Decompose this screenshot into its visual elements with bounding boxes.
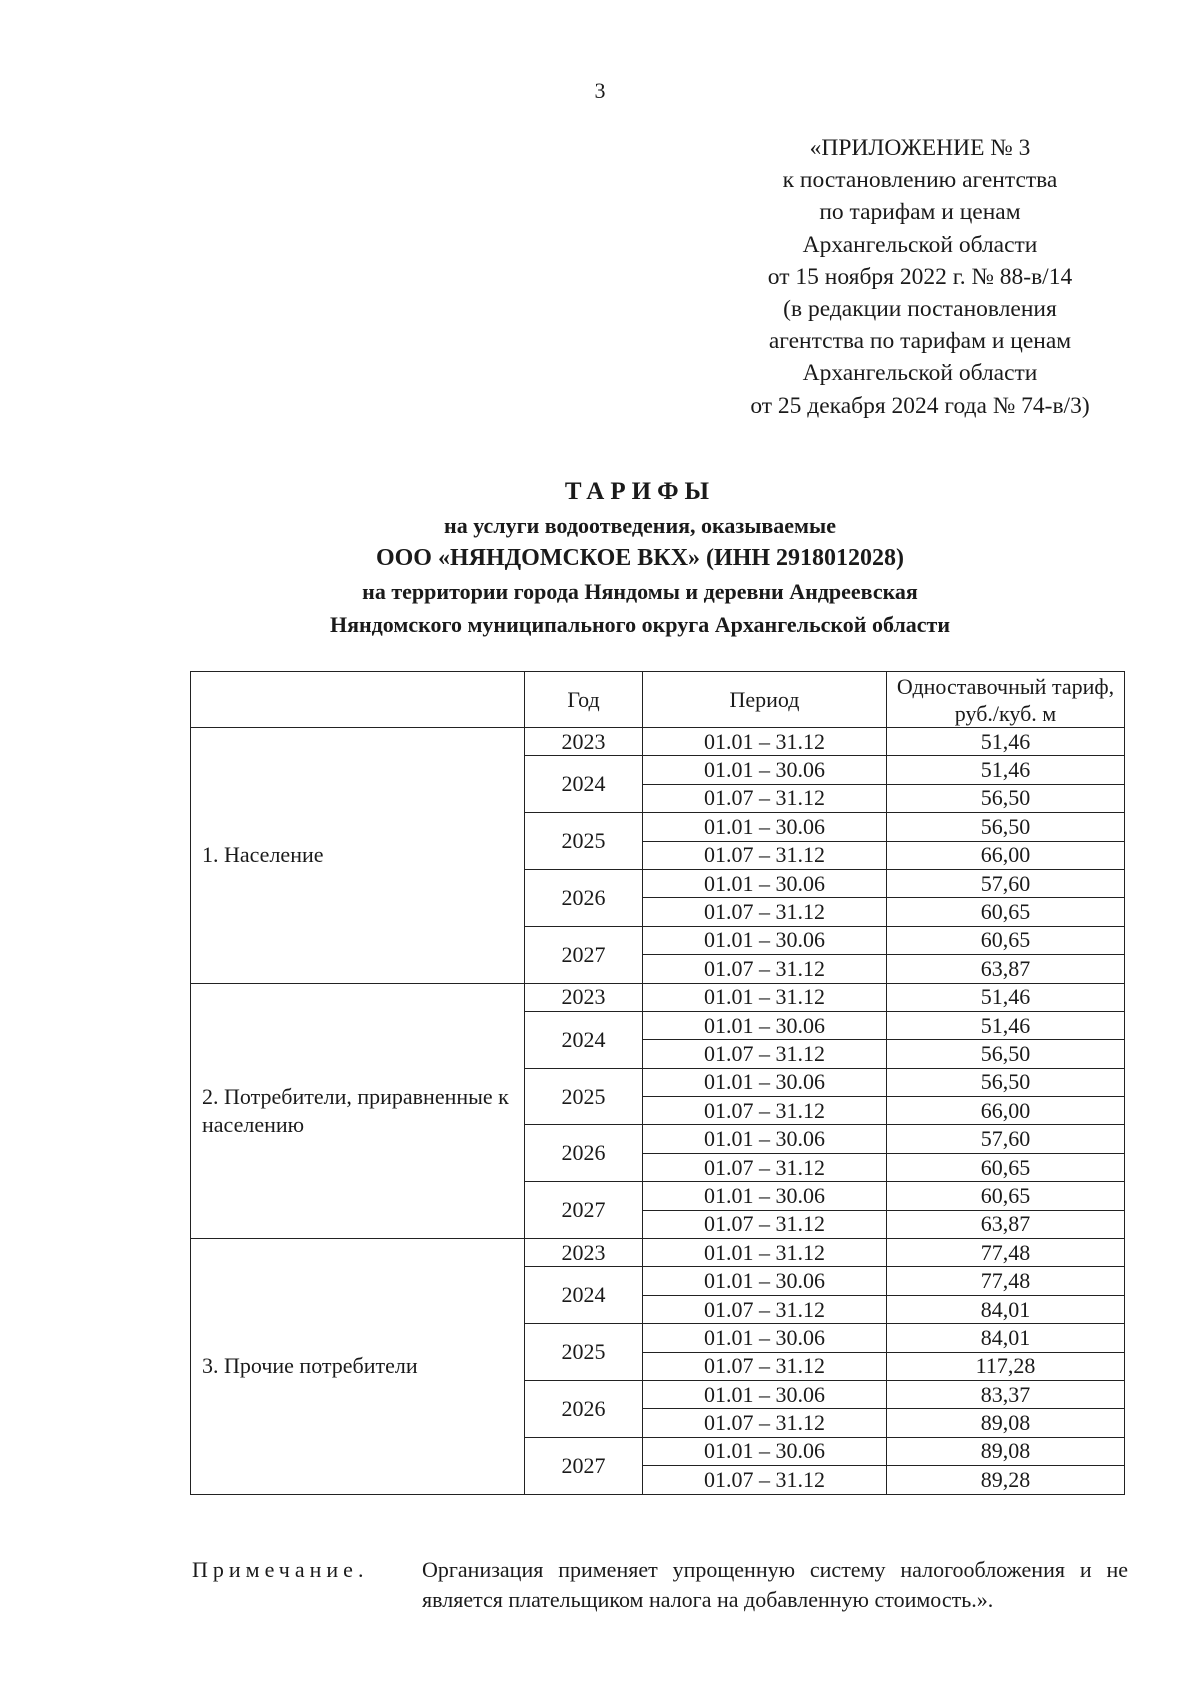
period-cell: 01.01 – 30.06 bbox=[643, 1324, 887, 1352]
period-cell: 01.01 – 30.06 bbox=[643, 1068, 887, 1096]
tariff-cell: 84,01 bbox=[887, 1324, 1125, 1352]
period-cell: 01.07 – 31.12 bbox=[643, 1352, 887, 1380]
period-cell: 01.01 – 31.12 bbox=[643, 1239, 887, 1267]
title-line: Няндомского муниципального округа Архангельской области bbox=[329, 612, 951, 637]
year-cell: 2026 bbox=[525, 869, 643, 926]
year-cell: 2027 bbox=[525, 1182, 643, 1239]
title-company: ООО «НЯНДОМСКОЕ ВКХ» (ИНН 2918012028) bbox=[375, 545, 905, 571]
year-cell: 2024 bbox=[525, 756, 643, 813]
period-cell: 01.07 – 31.12 bbox=[643, 1466, 887, 1494]
consumer-group-cell: 2. Потребители, приравненные к населению bbox=[191, 983, 525, 1239]
tariffs-table bbox=[190, 671, 1125, 1495]
title-main: ТАРИФЫ bbox=[564, 478, 716, 505]
tariff-cell: 57,60 bbox=[887, 1125, 1125, 1153]
note-label: Примечание. bbox=[192, 1557, 369, 1582]
year-cell: 2026 bbox=[525, 1125, 643, 1182]
period-cell: 01.07 – 31.12 bbox=[643, 784, 887, 812]
tariff-cell: 89,08 bbox=[887, 1409, 1125, 1437]
appendix-line: агентства по тарифам и ценам bbox=[768, 328, 1072, 355]
year-cell: 2023 bbox=[525, 1239, 643, 1267]
period-cell: 01.01 – 30.06 bbox=[643, 813, 887, 841]
period-cell: 01.07 – 31.12 bbox=[643, 841, 887, 869]
appendix-line: от 25 декабря 2024 года № 74-в/3) bbox=[750, 392, 1090, 419]
year-cell: 2027 bbox=[525, 926, 643, 983]
tariff-cell: 63,87 bbox=[887, 1210, 1125, 1238]
tariff-cell: 63,87 bbox=[887, 955, 1125, 983]
period-cell: 01.07 – 31.12 bbox=[643, 955, 887, 983]
period-cell: 01.01 – 30.06 bbox=[643, 869, 887, 897]
appendix-line: Архангельской области bbox=[802, 360, 1038, 387]
header-period: Период bbox=[643, 672, 887, 728]
appendix-line: «ПРИЛОЖЕНИЕ № 3 bbox=[809, 135, 1031, 161]
tariff-cell: 56,50 bbox=[887, 813, 1125, 841]
title-line: на услуги водоотведения, оказываемые bbox=[444, 513, 836, 538]
year-cell: 2025 bbox=[525, 1324, 643, 1381]
page-number: 3 bbox=[594, 78, 606, 103]
period-cell: 01.07 – 31.12 bbox=[643, 1153, 887, 1181]
appendix-line: по тарифам и ценам bbox=[819, 199, 1021, 226]
tariff-cell: 56,50 bbox=[887, 784, 1125, 812]
period-cell: 01.07 – 31.12 bbox=[643, 898, 887, 926]
year-cell: 2025 bbox=[525, 1068, 643, 1125]
tariff-cell: 89,08 bbox=[887, 1437, 1125, 1465]
year-cell: 2026 bbox=[525, 1380, 643, 1437]
header-year: Год bbox=[525, 672, 643, 728]
header-group bbox=[191, 672, 525, 728]
period-cell: 01.07 – 31.12 bbox=[643, 1210, 887, 1238]
tariff-cell: 83,37 bbox=[887, 1380, 1125, 1408]
appendix-line: к постановлению агентства bbox=[782, 167, 1058, 194]
appendix-line: от 15 ноября 2022 г. № 88-в/14 bbox=[767, 263, 1073, 290]
tariff-cell: 56,50 bbox=[887, 1068, 1125, 1096]
tariff-cell: 51,46 bbox=[887, 728, 1125, 756]
period-cell: 01.01 – 30.06 bbox=[643, 1125, 887, 1153]
year-cell: 2024 bbox=[525, 1011, 643, 1068]
title-line: на территории города Няндомы и деревни Андреевская bbox=[362, 579, 918, 604]
tariff-cell: 89,28 bbox=[887, 1466, 1125, 1494]
appendix-line: Архангельской области bbox=[802, 231, 1038, 258]
tariff-cell: 66,00 bbox=[887, 841, 1125, 869]
tariff-cell: 60,65 bbox=[887, 1153, 1125, 1181]
period-cell: 01.01 – 30.06 bbox=[643, 926, 887, 954]
period-cell: 01.01 – 31.12 bbox=[643, 728, 887, 756]
year-cell: 2025 bbox=[525, 813, 643, 870]
period-cell: 01.07 – 31.12 bbox=[643, 1295, 887, 1323]
period-cell: 01.01 – 30.06 bbox=[643, 1182, 887, 1210]
period-cell: 01.07 – 31.12 bbox=[643, 1097, 887, 1125]
tariff-cell: 51,46 bbox=[887, 756, 1125, 784]
tariff-cell: 51,46 bbox=[887, 1011, 1125, 1039]
consumer-group-cell: 3. Прочие потребители bbox=[191, 1239, 525, 1495]
tariffs-table-body bbox=[191, 728, 1125, 1495]
tariff-cell: 117,28 bbox=[887, 1352, 1125, 1380]
year-cell: 2024 bbox=[525, 1267, 643, 1324]
table-row bbox=[191, 728, 1125, 756]
period-cell: 01.01 – 30.06 bbox=[643, 1437, 887, 1465]
tariff-cell: 77,48 bbox=[887, 1267, 1125, 1295]
tariff-cell: 66,00 bbox=[887, 1097, 1125, 1125]
period-cell: 01.01 – 30.06 bbox=[643, 756, 887, 784]
year-cell: 2023 bbox=[525, 983, 643, 1011]
period-cell: 01.01 – 31.12 bbox=[643, 983, 887, 1011]
table-header-row bbox=[191, 672, 1125, 728]
note-text: Организация применяет упрощенную систему налогообложения и не является плательщиком налога на добавленную стоимость.». bbox=[422, 1557, 1128, 1612]
period-cell: 01.07 – 31.12 bbox=[643, 1409, 887, 1437]
period-cell: 01.01 – 30.06 bbox=[643, 1011, 887, 1039]
table-row bbox=[191, 983, 1125, 1011]
period-cell: 01.01 – 30.06 bbox=[643, 1380, 887, 1408]
tariff-cell: 51,46 bbox=[887, 983, 1125, 1011]
document-title bbox=[180, 475, 1100, 641]
table-row bbox=[191, 1239, 1125, 1267]
tariff-cell: 60,65 bbox=[887, 1182, 1125, 1210]
header-tariff: Одноставочный тариф, руб./куб. м bbox=[887, 672, 1125, 728]
year-cell: 2023 bbox=[525, 728, 643, 756]
period-cell: 01.07 – 31.12 bbox=[643, 1040, 887, 1068]
appendix-line: (в редакции постановления bbox=[783, 296, 1057, 323]
appendix-header bbox=[700, 132, 1140, 422]
year-cell: 2027 bbox=[525, 1437, 643, 1494]
tariff-cell: 77,48 bbox=[887, 1239, 1125, 1267]
tariff-cell: 57,60 bbox=[887, 869, 1125, 897]
tariff-cell: 56,50 bbox=[887, 1040, 1125, 1068]
tariff-cell: 84,01 bbox=[887, 1295, 1125, 1323]
tariff-cell: 60,65 bbox=[887, 898, 1125, 926]
consumer-group-cell: 1. Население bbox=[191, 728, 525, 984]
tariff-cell: 60,65 bbox=[887, 926, 1125, 954]
period-cell: 01.01 – 30.06 bbox=[643, 1267, 887, 1295]
